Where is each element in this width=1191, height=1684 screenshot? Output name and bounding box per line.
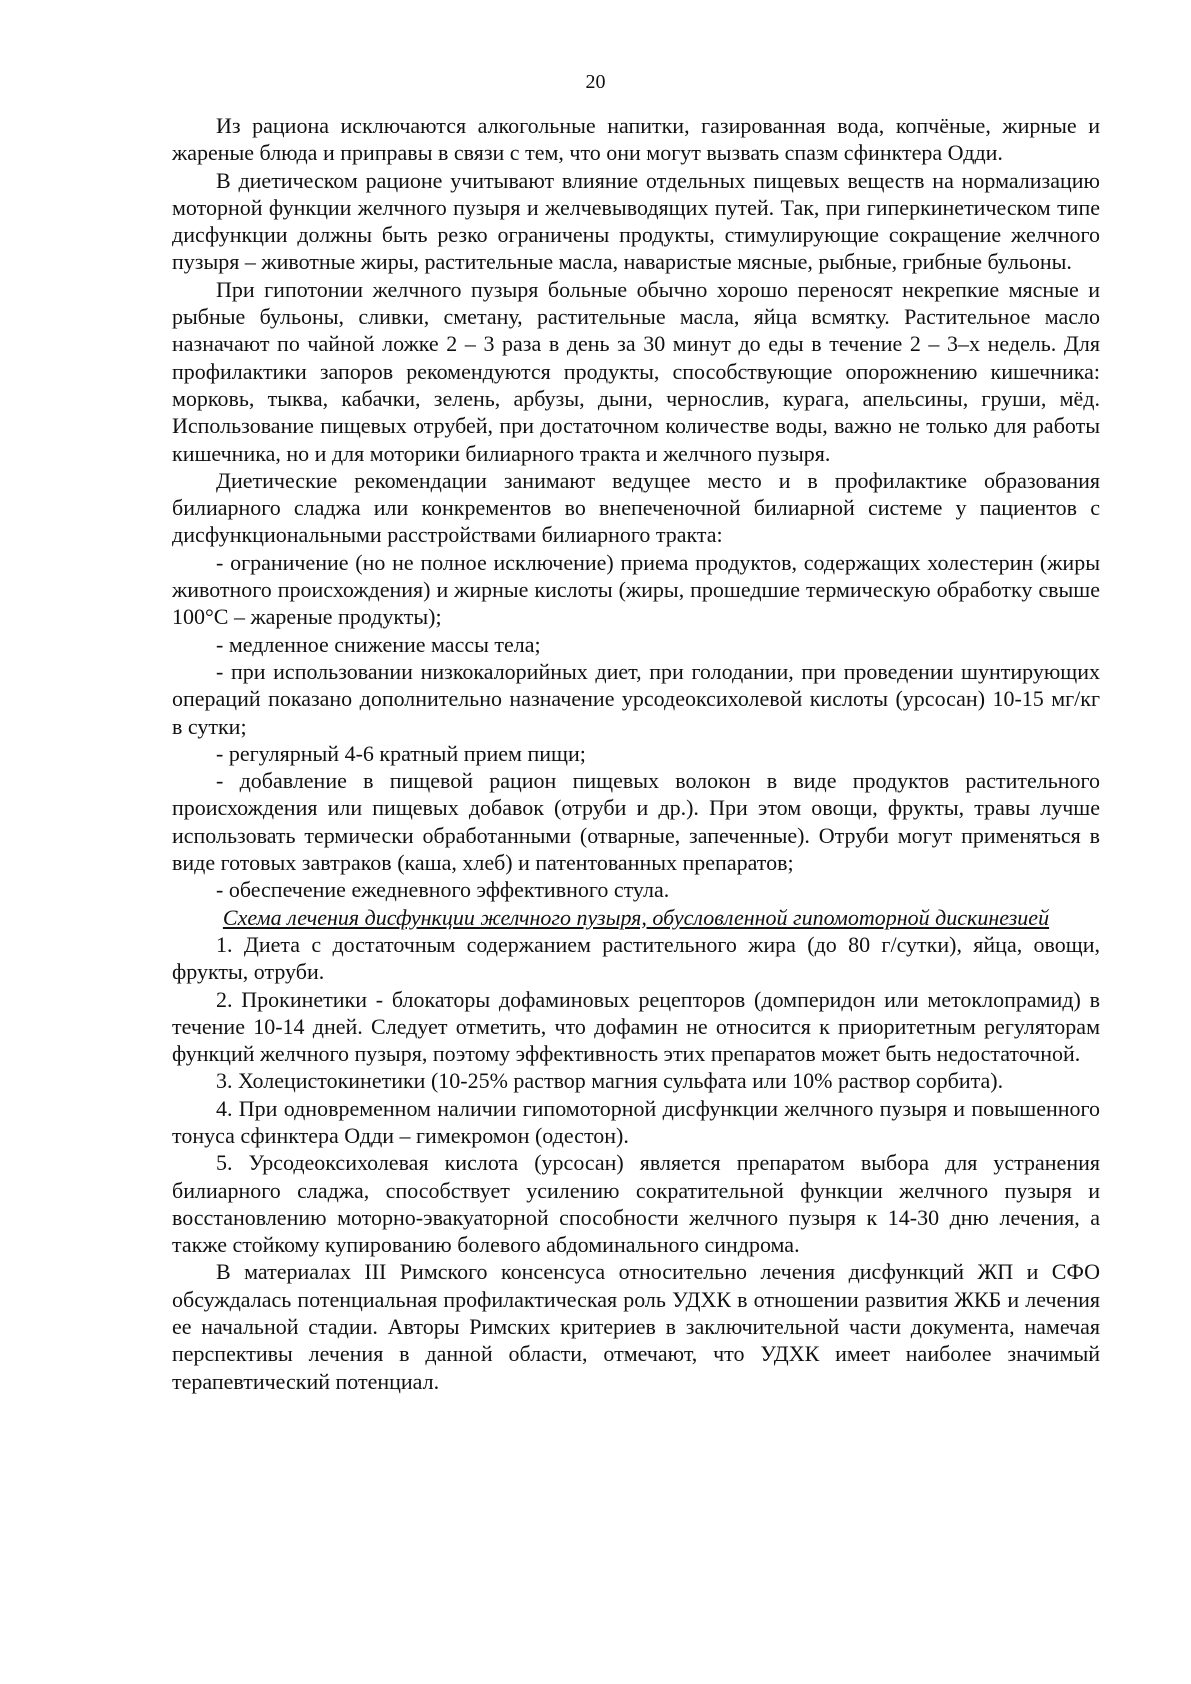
- treatment-item: 3. Холецистокинетики (10-25% раствор магния сульфата или 10% раствор сорбита).: [216, 1068, 1004, 1094]
- document-body: [172, 112, 1100, 1395]
- treatment-item: 1. Диета с достаточным содержанием растительного жира (до 80 г/сутки), яйца, овощи, фрукты, отруби.: [172, 931, 1100, 985]
- list-item: - обеспечение ежедневного эффективного стула.: [216, 877, 670, 903]
- list-item: - ограничение (но не полное исключение) приема продуктов, содержащих холестерин (жиры животного происхождения) и жирные кислоты (жиры, прошедшие термическую обработку свыше 100°С – жареные продукты);: [172, 549, 1100, 630]
- closing-paragraph: В материалах III Римского консенсуса относительно лечения дисфункций ЖП и СФО обсуждалась потенциальная профилактическая роль УДХК в отношении развития ЖКБ и лечения ее начальной стадии. Авторы Римских критериев в заключительной части документа, намечая перспективы лечения в данной области, отмечают, что УДХК имеет наиболее значимый терапевтический потенциал.: [172, 1259, 1100, 1394]
- list-item: - при использовании низкокалорийных диет, при голодании, при проведении шунтирующих операций показано дополнительно назначение урсодеоксихолевой кислоты (урсосан) 10-15 мг/кг в сутки;: [172, 658, 1100, 739]
- list-item: - добавление в пищевой рацион пищевых волокон в виде продуктов растительного происхождения или пищевых добавок (отруби и др.). При этом овощи, фрукты, травы лучше использовать термически обработанными (отварные, запеченные). Отруби могут применяться в виде готовых завтраков (каша, хлеб) и патентованных препаратов;: [172, 768, 1100, 876]
- treatment-item: 4. При одновременном наличии гипомоторной дисфункции желчного пузыря и повышенного тонуса сфинктера Одди – гимекромон (одестон).: [172, 1095, 1100, 1148]
- list-item: - регулярный 4-6 кратный прием пищи;: [216, 740, 586, 766]
- paragraph: Из рациона исключаются алкогольные напитки, газированная вода, копчёные, жирные и жареные блюда и приправы в связи с тем, что они могут вызвать спазм сфинктера Одди.: [172, 113, 1100, 166]
- list-item: - медленное снижение массы тела;: [216, 631, 541, 657]
- page-number: 20: [585, 71, 606, 93]
- paragraph: В диетическом рационе учитывают влияние отдельных пищевых веществ на нормализацию моторной функции желчного пузыря и желчевыводящих путей. Так, при гиперкинетическом типе дисфункции должны быть резко ограничены продукты, стимулирующие сокращение желчного пузыря – животные жиры, растительные масла, наваристые мясные, рыбные, грибные бульоны.: [172, 167, 1100, 275]
- treatment-item: 5. Урсодеоксихолевая кислота (урсосан) является препаратом выбора для устранения билиарного сладжа, способствует усилению сократительной функции желчного пузыря и восстановлению моторно-эвакуаторной способности желчного пузыря к 14-30 дню лечения, а также стойкому купированию болевого абдоминального синдрома.: [172, 1150, 1100, 1258]
- paragraph: Диетические рекомендации занимают ведущее место и в профилактике образования билиарного сладжа или конкрементов во внепеченочной билиарной системе у пациентов с дисфункциональными расстройствами билиарного тракта:: [172, 467, 1100, 548]
- treatment-item: 2. Прокинетики - блокаторы дофаминовых рецепторов (домперидон или метоклопрамид) в течение 10-14 дней. Следует отметить, что дофамин не относится к приоритетным регуляторам функций желчного пузыря, поэтому эффективность этих препаратов может быть недостаточной.: [172, 986, 1100, 1067]
- paragraph: При гипотонии желчного пузыря больные обычно хорошо переносят некрепкие мясные и рыбные бульоны, сливки, сметану, растительные масла, яйца всмятку. Растительное масло назначают по чайной ложке 2 – 3 раза в день за 30 минут до еды в течение 2 – 3–х недель. Для профилактики запоров рекомендуются продукты, способствующие опорожнению кишечника: морковь, тыква, кабачки, зелень, арбузы, дыни, чернослив, курага, апельсины, груши, мёд. Использование пищевых отрубей, при достаточном количестве воды, важно не только для работы кишечника, но и для моторики билиарного тракта и желчного пузыря.: [172, 276, 1100, 466]
- section-heading: Схема лечения дисфункции желчного пузыря, обусловленной гипомоторной дискинезией: [222, 904, 1050, 930]
